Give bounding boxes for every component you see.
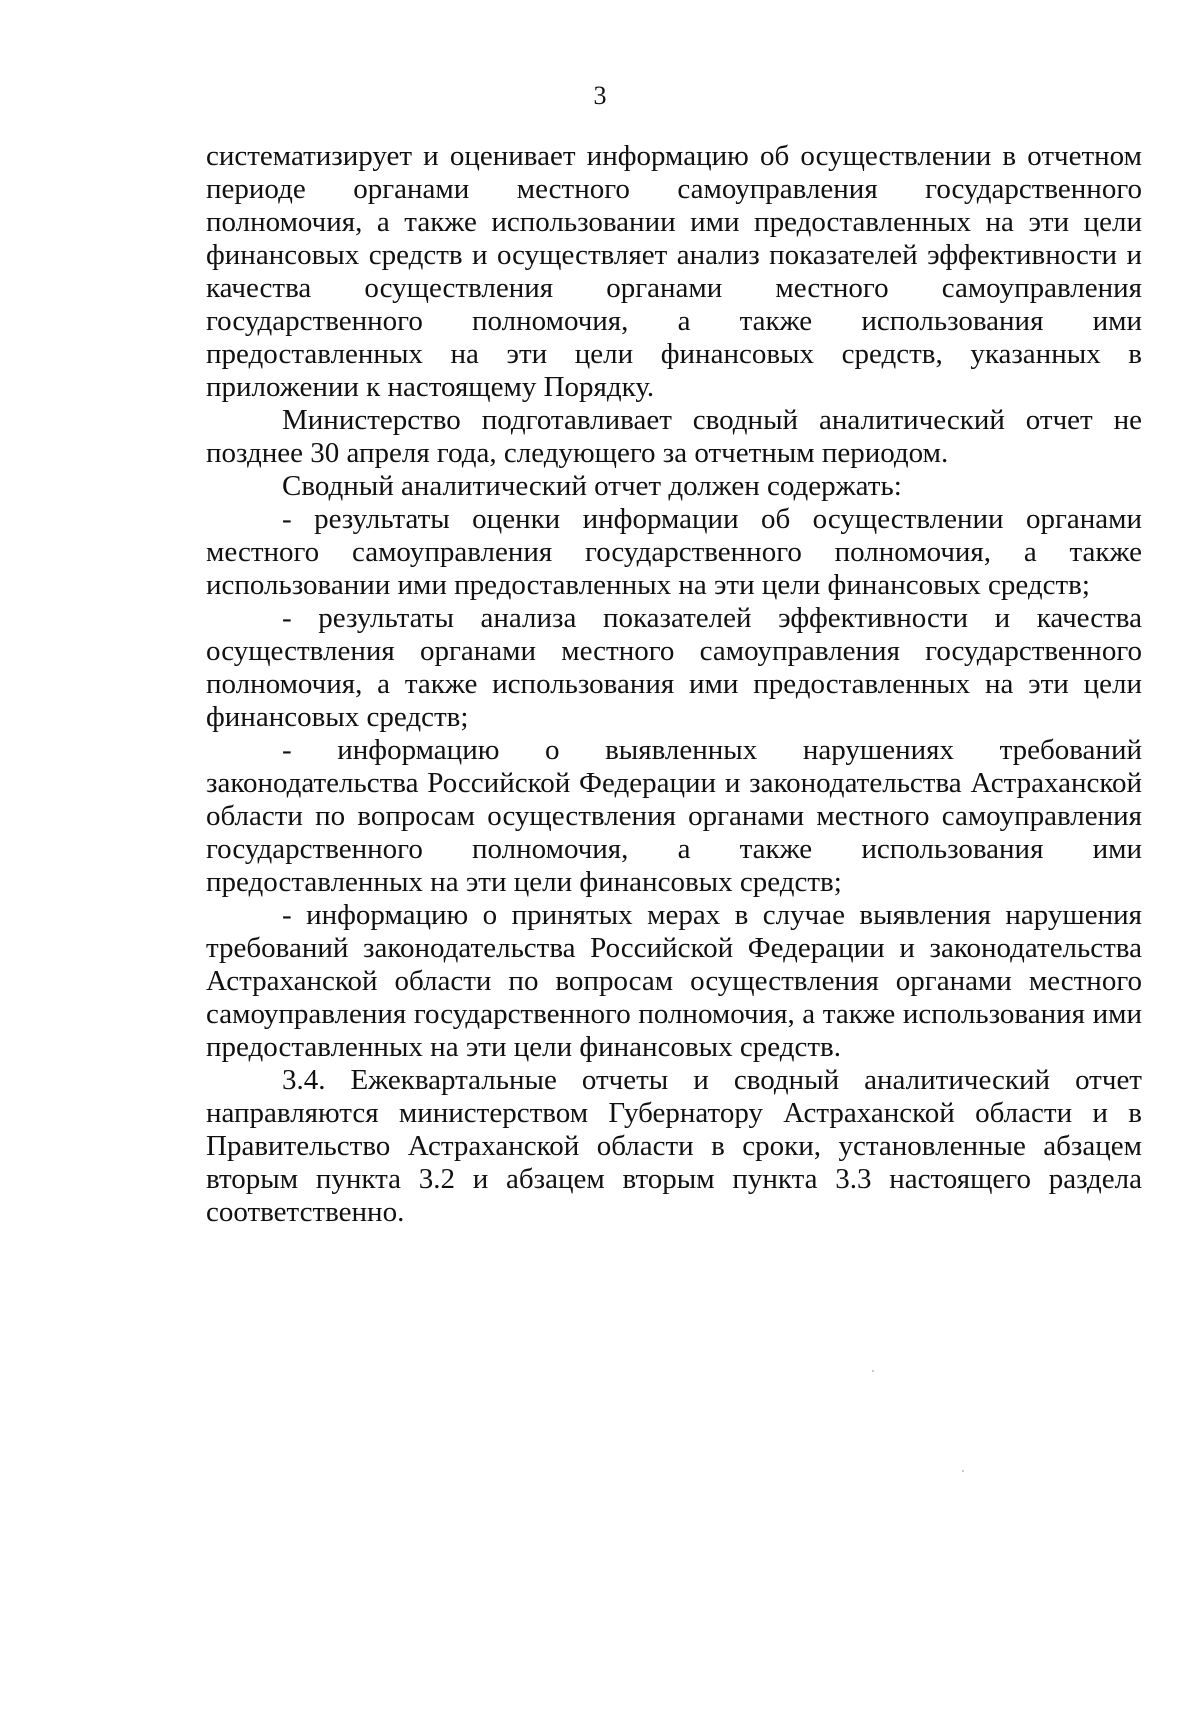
- list-item-measures-info: - информацию о принятых мерах в случае выявления нарушения требований законодательства Российской Федерации и законодательства Астраханской области по вопросам осуществления органами местного самоуправления государственного полномочия, а также использования ими предоставленных на эти цели финансовых средств.: [206, 899, 1142, 1063]
- paragraph-section-3-4: 3.4. Ежеквартальные отчеты и сводный аналитический отчет направляются министерством Губернатору Астраханской области и в Правительство Астраханской области в сроки, установленные абзацем вторым пункта 3.2 и абзацем вторым пункта 3.3 настоящего раздела соответственно.: [206, 1064, 1142, 1228]
- paragraph-systematizes: систематизирует и оценивает информацию об осуществлении в отчетном периоде органами местного самоуправления государственного полномочия, а также использовании ими предоставленных на эти цели финансовых средств и осуществляет анализ показателей эффективности и качества осуществления органами местного самоуправления государственного полномочия, а также использования ими предоставленных на эти цели финансовых средств, указанных в приложении к настоящему Порядку.: [206, 140, 1142, 403]
- scan-speck: [962, 1470, 964, 1472]
- list-item-assessment-results: - результаты оценки информации об осуществлении органами местного самоуправления государственного полномочия, а также использовании ими предоставленных на эти цели финансовых средств;: [206, 503, 1142, 601]
- paragraph-ministry-report-deadline: Министерство подготавливает сводный аналитический отчет не позднее 30 апреля года, следующего за отчетным периодом.: [206, 404, 1142, 469]
- list-item-analysis-results: - результаты анализа показателей эффективности и качества осуществления органами местного самоуправления государственного полномочия, а также использования ими предоставленных на эти цели финансовых средств;: [206, 602, 1142, 733]
- paragraph-report-contents-intro: Сводный аналитический отчет должен содержать:: [282, 470, 902, 502]
- scan-speck: [872, 1370, 874, 1372]
- document-body: [206, 140, 1142, 1229]
- list-item-violations-info: - информацию о выявленных нарушениях требований законодательства Российской Федерации и законодательства Астраханской области по вопросам осуществления органами местного самоуправления государственного полномочия, а также использования ими предоставленных на эти цели финансовых средств;: [206, 734, 1142, 898]
- page-number: 3: [593, 81, 607, 110]
